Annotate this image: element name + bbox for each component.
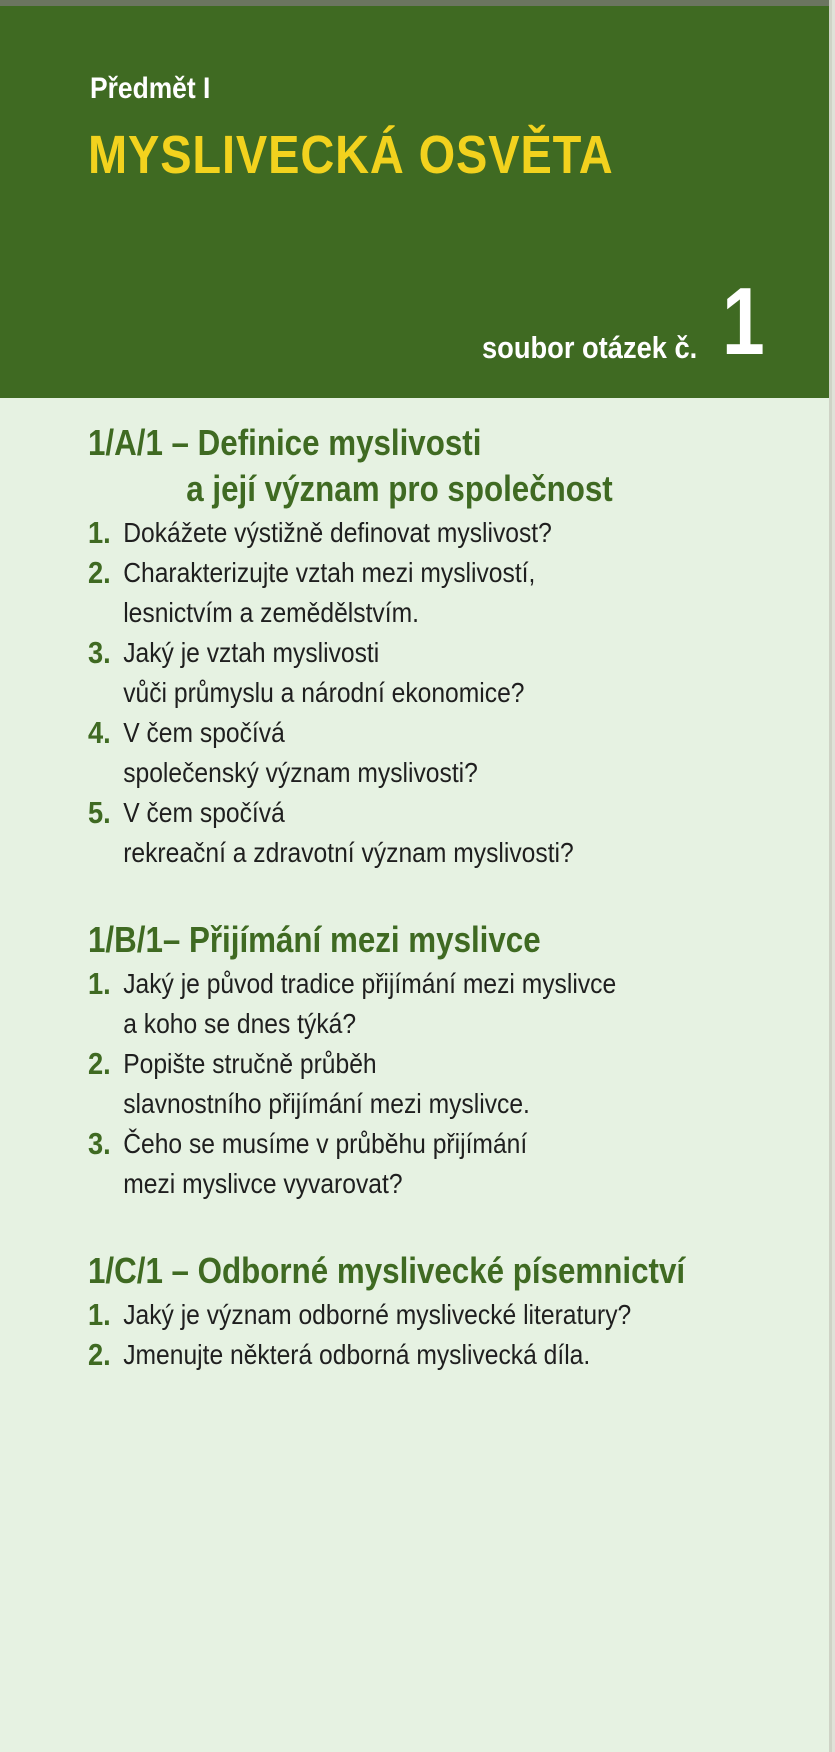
question-text: Jaký je význam odborné myslivecké literatury? [123,1299,632,1330]
question-text: Dokážete výstižně definovat myslivost? [123,517,552,548]
section-title [88,1248,714,1294]
section-title-line: a její význam pro společnost [186,468,613,509]
section-title-line: 1/C/1 – Odborné myslivecké písemnictví [88,1250,686,1291]
question-number: 2. [88,1046,111,1081]
section-1c1 [88,1248,808,1375]
question-sections [88,420,808,1419]
question-text: Charakterizujte vztah mezi myslivostí, lesnictvím a zemědělstvím. [123,557,536,628]
question-text: Čeho se musíme v průběhu přijímání mezi myslivce vyvarovat? [123,1128,528,1199]
question-number: 1. [88,515,111,550]
question-item [88,633,804,713]
question-item [88,1335,804,1375]
header-banner [0,0,832,398]
question-text: Jaký je původ tradice přijímání mezi myslivce a koho se dnes týká? [123,968,617,1039]
question-text: Jmenujte některá odborná myslivecká díla. [123,1339,591,1370]
question-number: 3. [88,1126,111,1161]
section-title-line: 1/B/1– Přijímání mezi myslivce [88,919,541,960]
section-1a1 [88,420,808,873]
section-title-line: 1/A/1 – Definice myslivosti [88,422,482,463]
section-title [88,420,714,512]
question-item [88,513,804,553]
question-item [88,964,804,1044]
question-set-label: soubor otázek č. [482,330,698,365]
subject-title: MYSLIVECKÁ OSVĚTA [88,125,614,185]
question-number: 2. [88,1337,111,1372]
question-text: Jaký je vztah myslivosti vůči průmyslu a národní ekonomice? [123,637,525,708]
question-text: V čem spočívá rekreační a zdravotní význam myslivosti? [123,797,574,868]
question-item [88,1124,804,1204]
question-item [88,793,804,873]
section-1b1 [88,917,808,1204]
section-title [88,917,714,963]
question-number: 1. [88,966,111,1001]
question-number: 2. [88,555,111,590]
question-item [88,553,804,633]
question-set-number: 1 [722,268,765,375]
question-number: 4. [88,715,111,750]
question-item [88,1295,804,1335]
question-number: 1. [88,1297,111,1332]
question-item [88,1044,804,1124]
question-number: 3. [88,635,111,670]
question-item [88,713,804,793]
question-text: V čem spočívá společenský význam myslivosti? [123,717,478,788]
question-text: Popište stručně průběh slavnostního přijímání mezi myslivce. [123,1048,530,1119]
subject-label: Předmět I [90,72,211,105]
question-number: 5. [88,795,111,830]
